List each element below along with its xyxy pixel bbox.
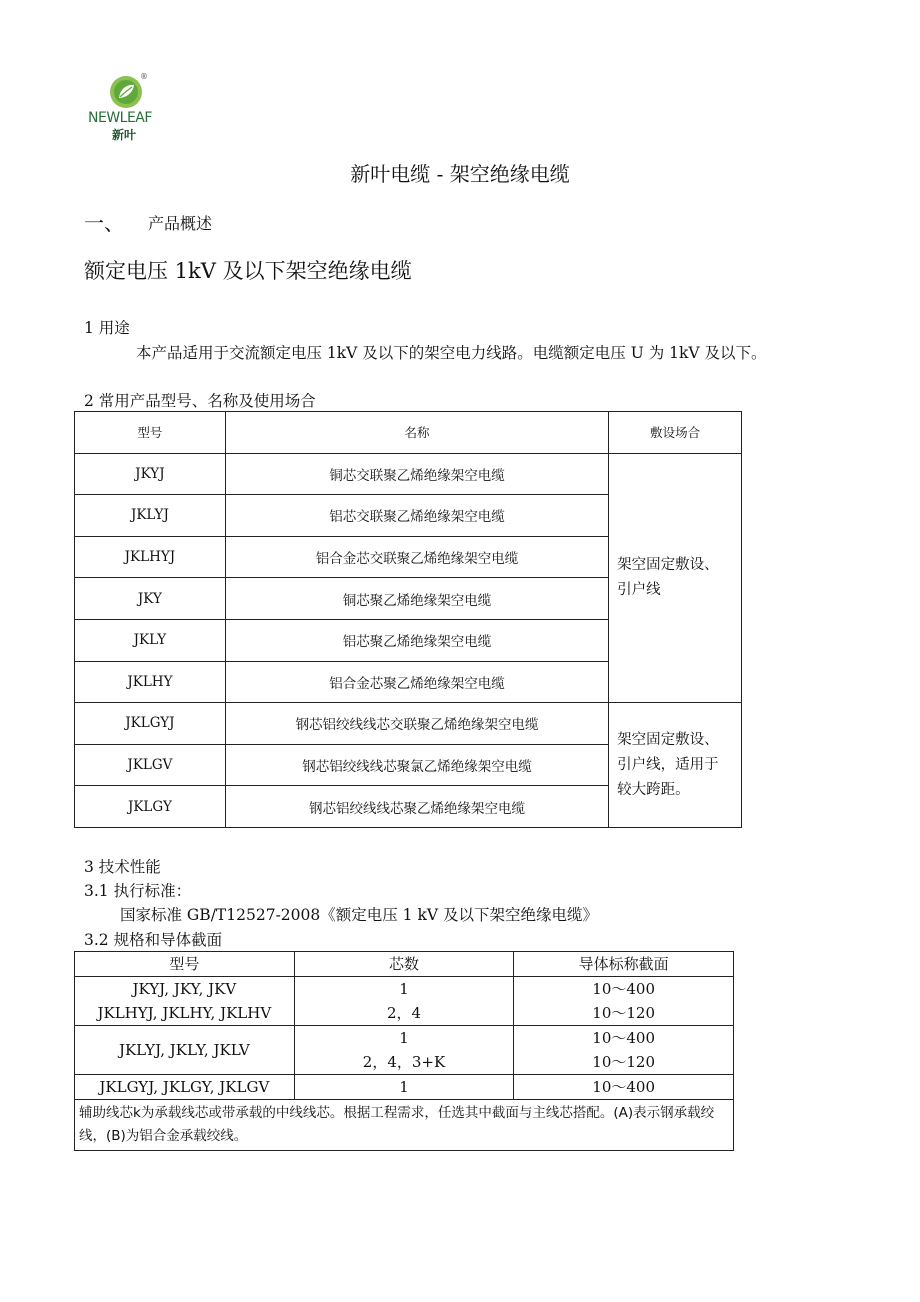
table-row bbox=[75, 703, 742, 745]
table-row bbox=[75, 1026, 734, 1075]
cores-line: 1 bbox=[399, 980, 409, 998]
model-cell: JKY bbox=[75, 578, 226, 620]
section-line: 10～400 bbox=[592, 1029, 656, 1047]
name-cell: 铝合金芯聚乙烯绝缘架空电缆 bbox=[225, 661, 608, 703]
place-line: 架空固定敷设、 bbox=[617, 731, 719, 748]
models-cell bbox=[75, 977, 295, 1026]
note-cell: 辅助线芯k为承载线芯或带承载的中线线芯。根据工程需求，任选其中截面与主线芯搭配。(A)表示钢承载绞线，(B)为铝合金承载绞线。 bbox=[75, 1100, 734, 1151]
registered-mark: ® bbox=[140, 72, 148, 81]
section-line: 10～400 bbox=[592, 980, 656, 998]
models-table bbox=[74, 411, 742, 828]
product-subtitle: 额定电压 1kV 及以下架空绝缘电缆 bbox=[84, 259, 412, 283]
standard-heading: 3.1 执行标准： bbox=[84, 882, 192, 900]
model-cell: JKLGV bbox=[75, 744, 226, 786]
logo-wordmark: NEWLEAF bbox=[88, 110, 152, 126]
name-cell: 铝合金芯交联聚乙烯绝缘架空电缆 bbox=[225, 536, 608, 578]
cores-line: 2，4 bbox=[386, 1004, 422, 1022]
name-cell: 铝芯交联聚乙烯绝缘架空电缆 bbox=[225, 495, 608, 537]
model-cell: JKLGY bbox=[75, 786, 226, 828]
model-cell: JKLHY bbox=[75, 661, 226, 703]
name-cell: 铜芯聚乙烯绝缘架空电缆 bbox=[225, 578, 608, 620]
models-cell: JKLGYJ, JKLGY, JKLGV bbox=[75, 1075, 295, 1100]
model-cell: JKLYJ bbox=[75, 495, 226, 537]
name-cell: 钢芯铝绞线线芯交联聚乙烯绝缘架空电缆 bbox=[225, 703, 608, 745]
note-row bbox=[75, 1100, 734, 1151]
header-cores: 芯数 bbox=[294, 952, 514, 977]
place-line: 架空固定敷设、 bbox=[617, 556, 719, 573]
cores-cell bbox=[294, 1026, 514, 1075]
model-cell: JKLY bbox=[75, 619, 226, 661]
header-model: 型号 bbox=[75, 412, 226, 454]
name-cell: 钢芯铝绞线线芯聚乙烯绝缘架空电缆 bbox=[225, 786, 608, 828]
section-cell bbox=[514, 1026, 734, 1075]
header-name: 名称 bbox=[225, 412, 608, 454]
model-cell: JKYJ bbox=[75, 453, 226, 495]
table-header-row bbox=[75, 412, 742, 454]
model-line: JKLHYJ, JKLHY, JKLHV bbox=[97, 1004, 272, 1022]
use-body: 本产品适用于交流额定电压 1kV 及以下的架空电力线路。电缆额定电压 U 为 1kV 及以下。 bbox=[136, 344, 767, 362]
section-cell bbox=[514, 977, 734, 1026]
leaf-logo-icon bbox=[108, 74, 144, 110]
table-row bbox=[75, 1075, 734, 1100]
place-cell-group2 bbox=[609, 703, 742, 828]
header-place: 敷设场合 bbox=[609, 412, 742, 454]
header-model: 型号 bbox=[75, 952, 295, 977]
section-cell: 10～400 bbox=[514, 1075, 734, 1100]
standard-body: 国家标准 GB/T12527-2008《额定电压 1 kV 及以下架空绝缘电缆》 bbox=[120, 906, 598, 924]
section-number: 一、 bbox=[84, 211, 124, 235]
spec-table bbox=[74, 951, 734, 1151]
tech-heading: 3 技术性能 bbox=[84, 858, 161, 876]
models-heading: 2 常用产品型号、名称及使用场合 bbox=[84, 392, 316, 410]
logo-chinese: 新叶 bbox=[112, 128, 137, 142]
model-line: JKLYJ, JKLY, JKLV bbox=[118, 1041, 250, 1059]
table-header-row bbox=[75, 952, 734, 977]
cores-line: 2，4，3+K bbox=[362, 1053, 446, 1071]
models-cell bbox=[75, 1026, 295, 1075]
place-cell-group1 bbox=[609, 453, 742, 703]
model-cell: JKLGYJ bbox=[75, 703, 226, 745]
place-line: 引户线 bbox=[617, 581, 661, 598]
section-line: 10～120 bbox=[592, 1053, 656, 1071]
use-heading: 1 用途 bbox=[84, 319, 130, 337]
cores-line: 1 bbox=[399, 1029, 409, 1047]
place-line: 较大跨距。 bbox=[617, 781, 690, 798]
cores-cell bbox=[294, 977, 514, 1026]
model-line: JKYJ, JKY, JKV bbox=[132, 980, 237, 998]
header-section: 导体标称截面 bbox=[514, 952, 734, 977]
spec-heading: 3.2 规格和导体截面 bbox=[84, 931, 223, 949]
section-label: 产品概述 bbox=[148, 214, 213, 233]
newleaf-logo bbox=[88, 72, 168, 142]
cores-cell: 1 bbox=[294, 1075, 514, 1100]
table-row bbox=[75, 977, 734, 1026]
table-row bbox=[75, 453, 742, 495]
name-cell: 铝芯聚乙烯绝缘架空电缆 bbox=[225, 619, 608, 661]
name-cell: 铜芯交联聚乙烯绝缘架空电缆 bbox=[225, 453, 608, 495]
name-cell: 钢芯铝绞线线芯聚氯乙烯绝缘架空电缆 bbox=[225, 744, 608, 786]
model-cell: JKLHYJ bbox=[75, 536, 226, 578]
section-line: 10～120 bbox=[592, 1004, 656, 1022]
page-title: 新叶电缆 - 架空绝缘电缆 bbox=[350, 162, 570, 186]
place-line: 引户线，适用于 bbox=[617, 756, 719, 773]
